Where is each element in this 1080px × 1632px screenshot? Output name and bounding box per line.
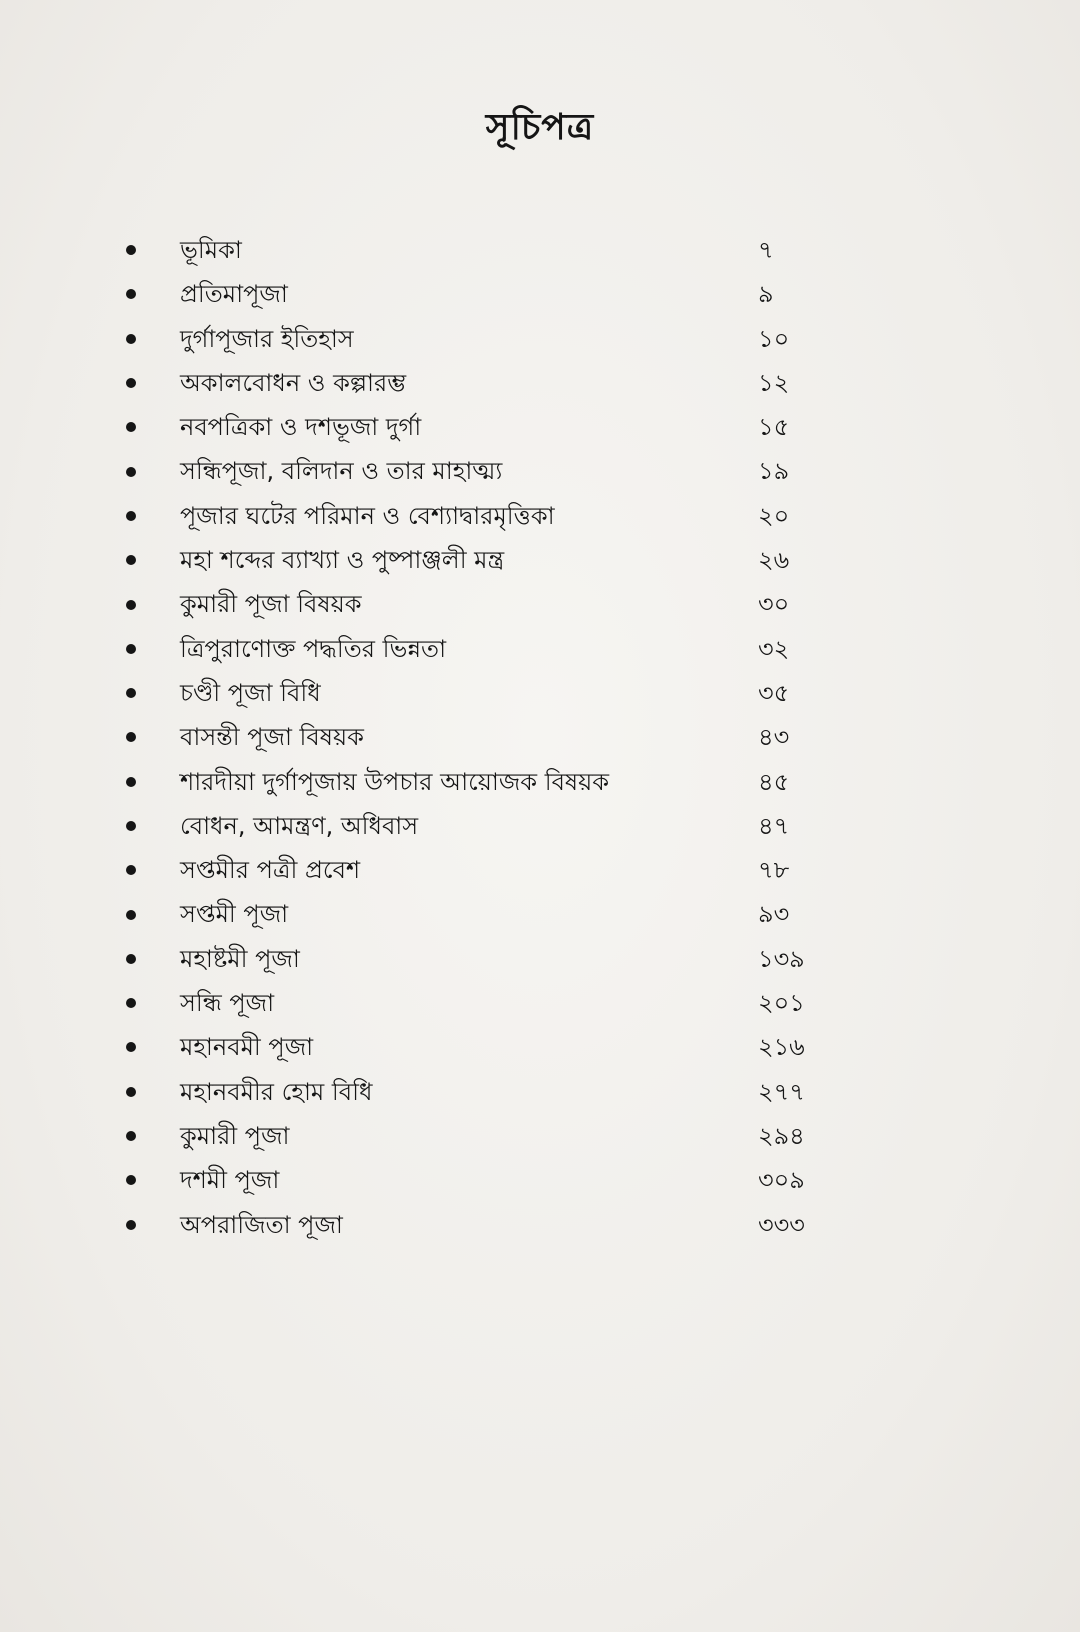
toc-entry bbox=[0, 449, 1080, 493]
bullet-icon bbox=[126, 910, 136, 920]
entry-page-number: ১০ bbox=[758, 324, 790, 353]
toc-entry bbox=[0, 671, 1080, 715]
entry-page-number: ৩৩৩ bbox=[758, 1210, 805, 1239]
page-title: সূচিপত্র bbox=[485, 107, 595, 148]
entry-page-number: ২০১ bbox=[758, 989, 805, 1018]
toc-entry bbox=[0, 804, 1080, 848]
toc-entry bbox=[0, 937, 1080, 981]
entry-title: ভূমিকা bbox=[180, 236, 242, 264]
entry-title: কুমারী পূজা bbox=[180, 1121, 290, 1150]
bullet-icon bbox=[126, 378, 136, 388]
entry-page-number: ৯৩ bbox=[758, 900, 790, 929]
toc-entry bbox=[0, 361, 1080, 405]
entry-page-number: ১৩৯ bbox=[758, 944, 805, 973]
table-of-contents bbox=[0, 228, 1080, 1247]
entry-title: নবপত্রিকা ও দশভূজা দুর্গা bbox=[180, 413, 422, 442]
entry-title: মহা শব্দের ব্যাখ্যা ও পুষ্পাঞ্জলী মন্ত্র bbox=[180, 546, 505, 575]
bullet-icon bbox=[126, 467, 136, 477]
bullet-icon bbox=[126, 865, 136, 875]
entry-page-number: ১২ bbox=[758, 368, 790, 397]
entry-page-number: ৭৮ bbox=[758, 856, 790, 885]
toc-entry bbox=[0, 538, 1080, 582]
toc-entry bbox=[0, 1070, 1080, 1114]
toc-entry bbox=[0, 760, 1080, 804]
bullet-icon bbox=[126, 511, 136, 521]
entry-page-number: ২১৬ bbox=[758, 1033, 805, 1062]
toc-entry bbox=[0, 715, 1080, 759]
toc-entry bbox=[0, 981, 1080, 1025]
entry-title: বোধন, আমন্ত্রণ, অধিবাস bbox=[180, 811, 419, 840]
entry-page-number: ৩৫ bbox=[758, 678, 790, 707]
toc-entry bbox=[0, 405, 1080, 449]
entry-page-number: ২৯৪ bbox=[758, 1121, 805, 1150]
toc-entry bbox=[0, 494, 1080, 538]
bullet-icon bbox=[126, 998, 136, 1008]
entry-title: ত্রিপুরাণোক্ত পদ্ধতির ভিন্নতা bbox=[180, 634, 447, 663]
entry-page-number: ২০ bbox=[758, 501, 790, 530]
toc-entry bbox=[0, 848, 1080, 892]
bullet-icon bbox=[126, 1042, 136, 1052]
entry-title: পূজার ঘটের পরিমান ও বেশ্যাদ্বারমৃত্তিকা bbox=[180, 501, 555, 530]
entry-page-number: ৩২ bbox=[758, 634, 790, 663]
entry-title: মহাষ্টমী পূজা bbox=[180, 944, 300, 973]
toc-entry bbox=[0, 1025, 1080, 1069]
entry-title: চণ্ডী পূজা বিধি bbox=[180, 678, 321, 707]
bullet-icon bbox=[126, 644, 136, 654]
toc-entry bbox=[0, 1158, 1080, 1202]
entry-title: অপরাজিতা পূজা bbox=[180, 1210, 343, 1239]
entry-title: প্রতিমাপূজা bbox=[180, 280, 288, 309]
entry-page-number: ২৭৭ bbox=[758, 1077, 805, 1106]
entry-page-number: ৭ bbox=[758, 236, 774, 264]
entry-title: সন্ধিপূজা, বলিদান ও তার মাহাত্ম্য bbox=[180, 457, 503, 486]
entry-page-number: ২৬ bbox=[758, 546, 790, 575]
toc-entry bbox=[0, 582, 1080, 626]
entry-title: বাসন্তী পূজা বিষয়ক bbox=[180, 723, 364, 752]
entry-title: দশমী পূজা bbox=[180, 1166, 280, 1195]
bullet-icon bbox=[126, 688, 136, 698]
bullet-icon bbox=[126, 245, 136, 255]
bullet-icon bbox=[126, 1131, 136, 1141]
bullet-icon bbox=[126, 289, 136, 299]
bullet-icon bbox=[126, 422, 136, 432]
entry-page-number: ১৫ bbox=[758, 413, 790, 442]
bullet-icon bbox=[126, 954, 136, 964]
toc-entry bbox=[0, 272, 1080, 316]
entry-title: সপ্তমীর পত্রী প্রবেশ bbox=[180, 856, 361, 885]
toc-entry bbox=[0, 228, 1080, 272]
entry-title: দুর্গাপূজার ইতিহাস bbox=[180, 324, 354, 353]
toc-entry bbox=[0, 317, 1080, 361]
entry-page-number: ১৯ bbox=[758, 457, 790, 486]
bullet-icon bbox=[126, 1175, 136, 1185]
bullet-icon bbox=[126, 732, 136, 742]
entry-page-number: ৩০ bbox=[758, 590, 790, 619]
entry-page-number: ৩০৯ bbox=[758, 1166, 805, 1195]
bullet-icon bbox=[126, 1220, 136, 1230]
entry-page-number: ৪৭ bbox=[758, 811, 790, 840]
toc-entry bbox=[0, 627, 1080, 671]
bullet-icon bbox=[126, 334, 136, 344]
bullet-icon bbox=[126, 555, 136, 565]
bullet-icon bbox=[126, 821, 136, 831]
bullet-icon bbox=[126, 777, 136, 787]
entry-title: মহানবমী পূজা bbox=[180, 1033, 314, 1062]
entry-page-number: ৪৩ bbox=[758, 723, 790, 752]
entry-title: সন্ধি পূজা bbox=[180, 989, 275, 1018]
entry-title: কুমারী পূজা বিষয়ক bbox=[180, 590, 362, 619]
entry-page-number: ৯ bbox=[758, 280, 774, 309]
entry-title: শারদীয়া দুর্গাপূজায় উপচার আয়োজক বিষয়ক bbox=[180, 767, 610, 796]
entry-title: সপ্তমী পূজা bbox=[180, 900, 289, 929]
entry-page-number: ৪৫ bbox=[758, 767, 790, 796]
entry-title: অকালবোধন ও কল্পারম্ভ bbox=[180, 368, 407, 397]
entry-title: মহানবমীর হোম বিধি bbox=[180, 1077, 373, 1106]
bullet-icon bbox=[126, 1087, 136, 1097]
toc-entry bbox=[0, 1114, 1080, 1158]
toc-entry bbox=[0, 1203, 1080, 1247]
toc-entry bbox=[0, 892, 1080, 936]
bullet-icon bbox=[126, 600, 136, 610]
